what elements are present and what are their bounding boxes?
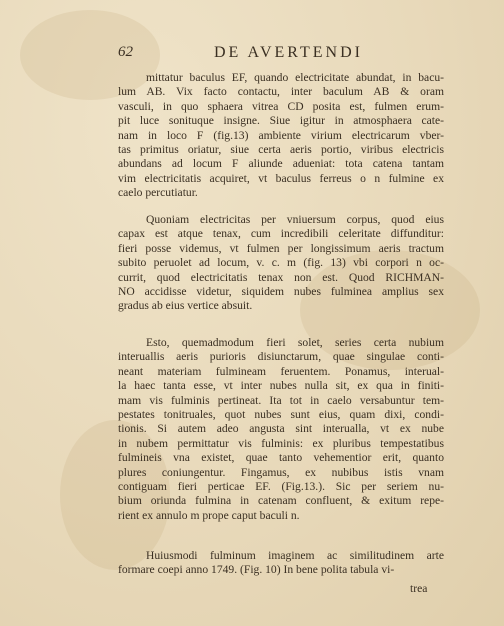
paragraph-1: [118, 71, 444, 201]
text-line: fieri posse videmus, vt fulmen per longissimum aeris tractum: [118, 241, 444, 255]
text-line: NO accidisse videtur, siquidem nubes fulminea amplius sex: [118, 284, 444, 298]
text-line: tas primitus oriatur, siue certa aeris portio, viribus electricis: [118, 142, 444, 156]
text-line: pestates tonitruales, quot nubes sunt eius, quam dixi, condi-: [118, 407, 444, 421]
paragraph-4: [118, 549, 444, 578]
text-line: plures coniungentur. Fingamus, ex nubibus istis vnam: [118, 465, 444, 479]
text-line: mittatur baculus EF, quando electricitate abundat, in bacu-: [146, 71, 444, 84]
text-line: neant materiam fulmineam feruentem. Ponamus, interual-: [118, 364, 444, 378]
text-line: vasculi, in quo sphaera vitrea CD posita est, fulmen erum-: [118, 99, 444, 113]
text-line: fulmineis vna existet, quae tanto vehementior erit, quanto: [118, 451, 444, 465]
text-line: contiguam fieri perticae EF. (Fig.13.). Sic per seriem nu-: [118, 479, 444, 493]
text-line: Quoniam electricitas per vniuersum corpus, quod eius: [146, 213, 444, 226]
text-line: formare coepi anno 1749. (Fig. 10) In bene polita tabula vi-: [118, 563, 395, 577]
text-line: gradus ab eius vertice absuit.: [118, 299, 253, 313]
text-line: abundans ad locum F aliunde adueniat: tota catena tantam: [118, 157, 444, 171]
text-line: mam vis fulminis pertineat. Ita tot in caelo versabuntur tem-: [118, 393, 444, 407]
page-number: 62: [118, 44, 133, 60]
text-line: tionis. Si autem adeo angusta sint interualla, vt ex nube: [118, 422, 444, 436]
text-line: vim electricitatis acquiret, vt baculus ferreus o n fulmine ex: [118, 171, 444, 185]
paragraph-3: [118, 336, 444, 523]
text-line: lum AB. Vix facto contactu, inter baculum AB & oram: [118, 85, 444, 99]
text-line: Huiusmodi fulminum imaginem ac similitudinem arte: [146, 549, 444, 562]
catchword: trea: [410, 582, 428, 595]
text-line: la haec tanta esse, vt inter nubes nulla sit, ex qua in finiti-: [118, 379, 444, 393]
text-line: rient ex annulo m prope caput baculi n.: [118, 508, 300, 522]
text-line: subito peruolet ad locum, v. c. m (fig. 13) vbi corpori n oc-: [118, 256, 444, 270]
text-line: caelo percutiatur.: [118, 186, 198, 200]
text-line: bium oriunda fulmina in catenam confluent, & exitum repe-: [118, 494, 444, 508]
text-line: currit, quod electricitatis tenax non est. Quod RICHMAN-: [118, 270, 444, 284]
text-line: pit luce sonituque insigne. Siue igitur in atmosphaera cate-: [118, 114, 444, 128]
running-title: DE AVERTENDI: [214, 44, 363, 61]
text-line: in nubem permittatur vis fulminis: ex pluribus tempestatibus: [118, 436, 444, 450]
page-header: [118, 44, 458, 66]
paragraph-2: [118, 213, 444, 314]
text-line: capax est atque tenax, cum incredibili celeritate diffunditur:: [118, 227, 444, 241]
text-line: interuallis aeris purioris disiunctarum, quae singulae conti-: [118, 350, 444, 364]
text-line: nam in loco F (fig.13) ambiente virium electricarum vber-: [118, 128, 444, 142]
text-line: Esto, quemadmodum fieri solet, series certa nubium: [146, 336, 444, 349]
